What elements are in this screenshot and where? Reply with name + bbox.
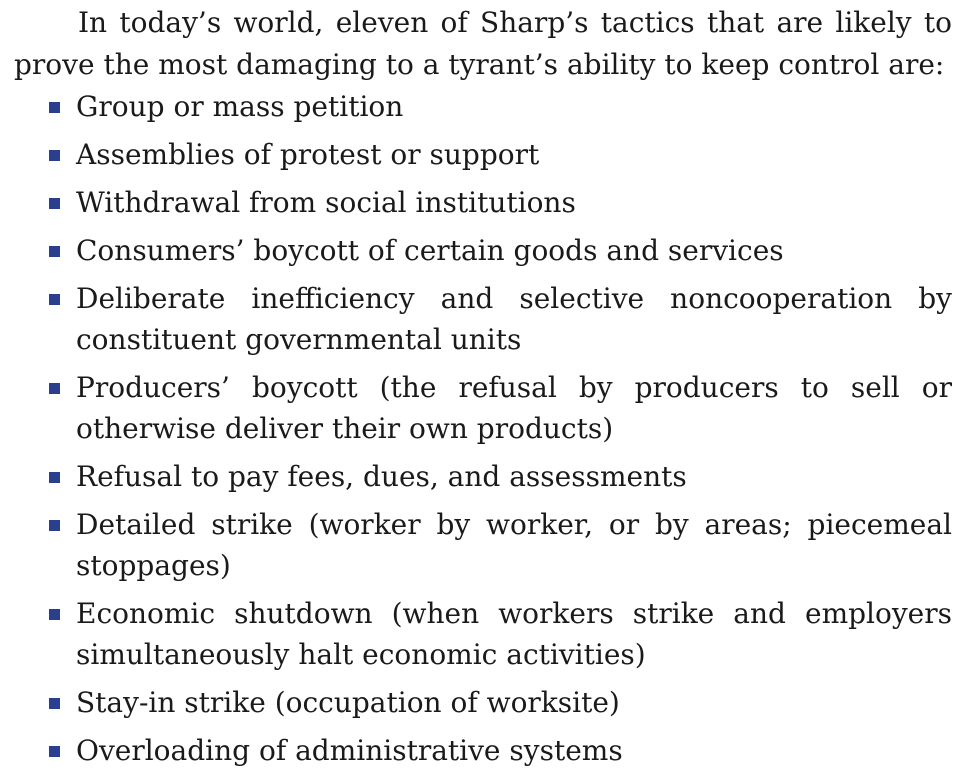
list-item — [14, 504, 952, 586]
list-item — [14, 593, 952, 675]
tactic-text: Assemblies of protest or support — [76, 138, 540, 171]
square-bullet-icon — [49, 150, 60, 161]
tactic-text: Economic shutdown (when workers strike and employers simultaneously halt economic activities) — [76, 597, 952, 671]
tactic-text: Refusal to pay fees, dues, and assessments — [76, 460, 687, 493]
list-item — [14, 86, 952, 127]
square-bullet-icon — [49, 609, 60, 620]
square-bullet-icon — [49, 294, 60, 305]
tactic-text: Group or mass petition — [76, 90, 404, 123]
list-item — [14, 456, 952, 497]
tactics-list — [14, 86, 952, 771]
square-bullet-icon — [49, 746, 60, 757]
list-item — [14, 182, 952, 223]
tactic-text: Deliberate inefficiency and selective noncooperation by constituent governmental units — [76, 282, 952, 356]
square-bullet-icon — [49, 698, 60, 709]
square-bullet-icon — [49, 520, 60, 531]
square-bullet-icon — [49, 246, 60, 257]
list-item — [14, 278, 952, 360]
square-bullet-icon — [49, 472, 60, 483]
tactic-text: Consumers’ boycott of certain goods and services — [76, 234, 784, 267]
square-bullet-icon — [49, 198, 60, 209]
list-item — [14, 730, 952, 771]
tactic-text: Stay-in strike (occupation of worksite) — [76, 686, 620, 719]
list-item — [14, 367, 952, 449]
list-item — [14, 682, 952, 723]
tactic-text: Overloading of administrative systems — [76, 734, 623, 767]
square-bullet-icon — [49, 102, 60, 113]
square-bullet-icon — [49, 383, 60, 394]
tactic-text: Producers’ boycott (the refusal by producers to sell or otherwise deliver their own products) — [76, 371, 952, 445]
list-item — [14, 134, 952, 175]
list-item — [14, 230, 952, 271]
tactic-text: Withdrawal from social institutions — [76, 186, 576, 219]
tactic-text: Detailed strike (worker by worker, or by areas; piecemeal stoppages) — [76, 508, 952, 582]
intro-paragraph: In today’s world, eleven of Sharp’s tactics that are likely to prove the most damaging to a tyrant’s ability to keep control are: — [14, 6, 952, 81]
